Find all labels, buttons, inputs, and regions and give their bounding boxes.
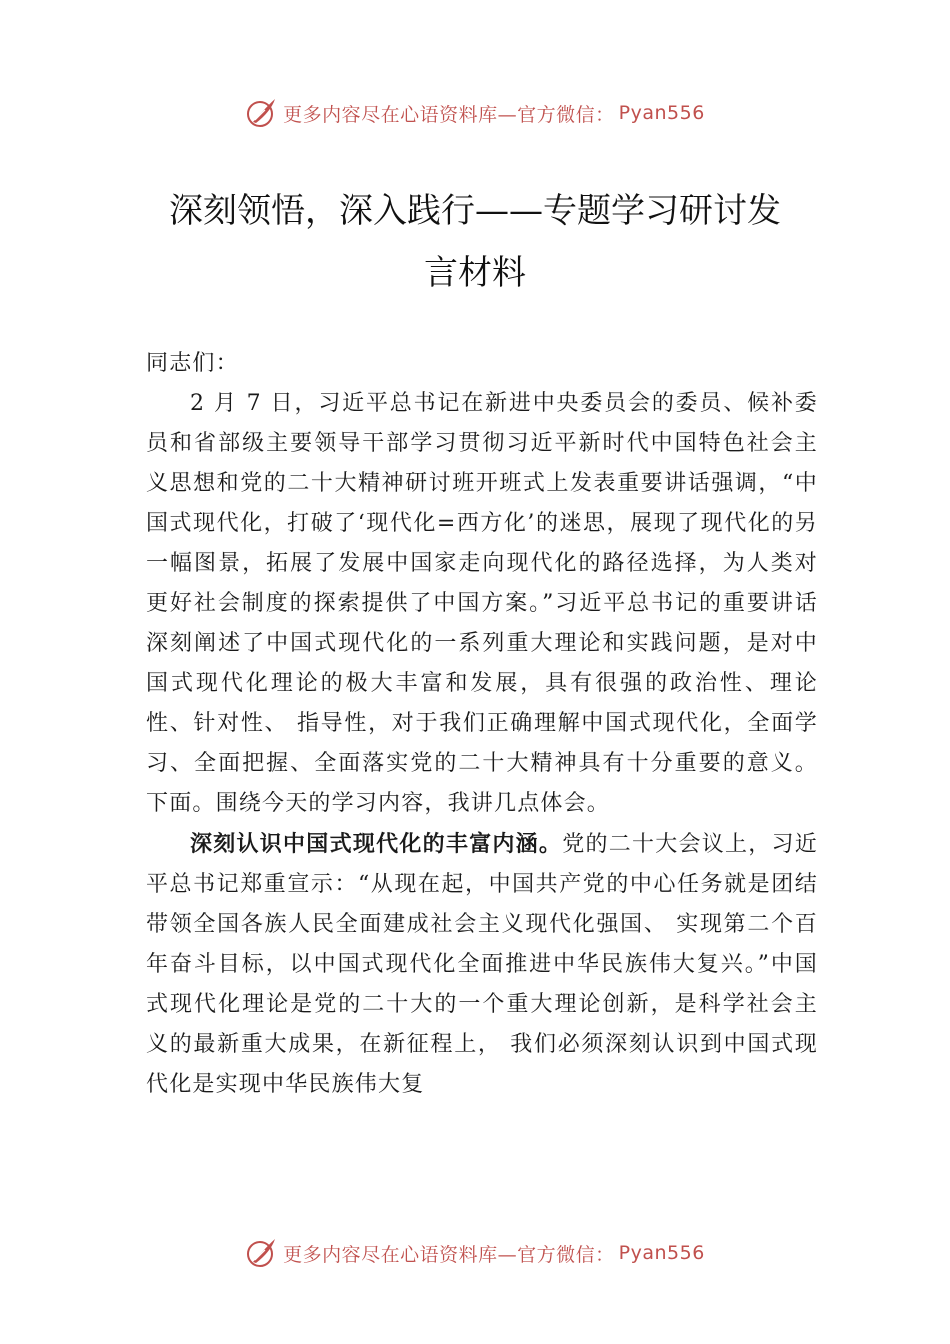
quill-logo-icon <box>245 96 279 130</box>
salutation: 同志们： <box>146 351 239 376</box>
document-title <box>110 180 840 304</box>
quill-logo-icon <box>245 1236 279 1270</box>
title-line-1: 深刻领悟，深入践行——专题学习研讨发 <box>169 191 781 231</box>
paragraph-2-body: 党的二十大会议上，习近平总书记郑重宣示：“从现在起，中国共产党的中心任务就是团结带领全国各族人民全面建成社会主义现代化强国、 实现第二个百年奋斗目标，以中国式现代化全面推进中华民族伟大复兴。”中国式现代化理论是党的二十大的一个重大理论创新，是科学社会主义的最新重大成果，在新征程上， 我们必须深刻认识到中国式现代化是实现中华民族伟大复 <box>146 832 819 1097</box>
watermark-footer <box>0 1236 950 1270</box>
watermark-text: 更多内容尽在心语资料库—官方微信： <box>283 103 615 126</box>
title-line-2: 言材料 <box>424 253 526 293</box>
paragraph-2 <box>146 824 818 1105</box>
watermark-wechat-id: Pyan556 <box>618 102 705 124</box>
paragraph-2-heading: 深刻认识中国式现代化的丰富内涵。 <box>190 831 563 857</box>
watermark-wechat-id: Pyan556 <box>618 1242 705 1264</box>
document-body <box>146 344 818 1105</box>
watermark-text: 更多内容尽在心语资料库—官方微信： <box>283 1243 615 1266</box>
paragraph-1: 2 月 7 日，习近平总书记在新进中央委员会的委员、候补委员和省部级主要领导干部学习贯彻习近平新时代中国特色社会主义思想和党的二十大精神研讨班开班式上发表重要讲话强调，“中国式现代化，打破了‘现代化=西方化’的迷思，展现了现代化的另一幅图景，拓展了发展中国家走向现代化的路径选择，为人类对更好社会制度的探索提供了中国方案。”习近平总书记的重要讲话深刻阐述了中国式现代化的一系列重大理论和实践问题，是对中国式现代化理论的极大丰富和发展，具有很强的政治性、理论性、针对性、 指导性，对于我们正确理解中国式现代化，全面学习、全面把握、全面落实党的二十大精神具有十分重要的意义。下面。围绕今天的学习内容，我讲几点体会。 <box>146 391 818 816</box>
watermark-header <box>0 96 950 130</box>
